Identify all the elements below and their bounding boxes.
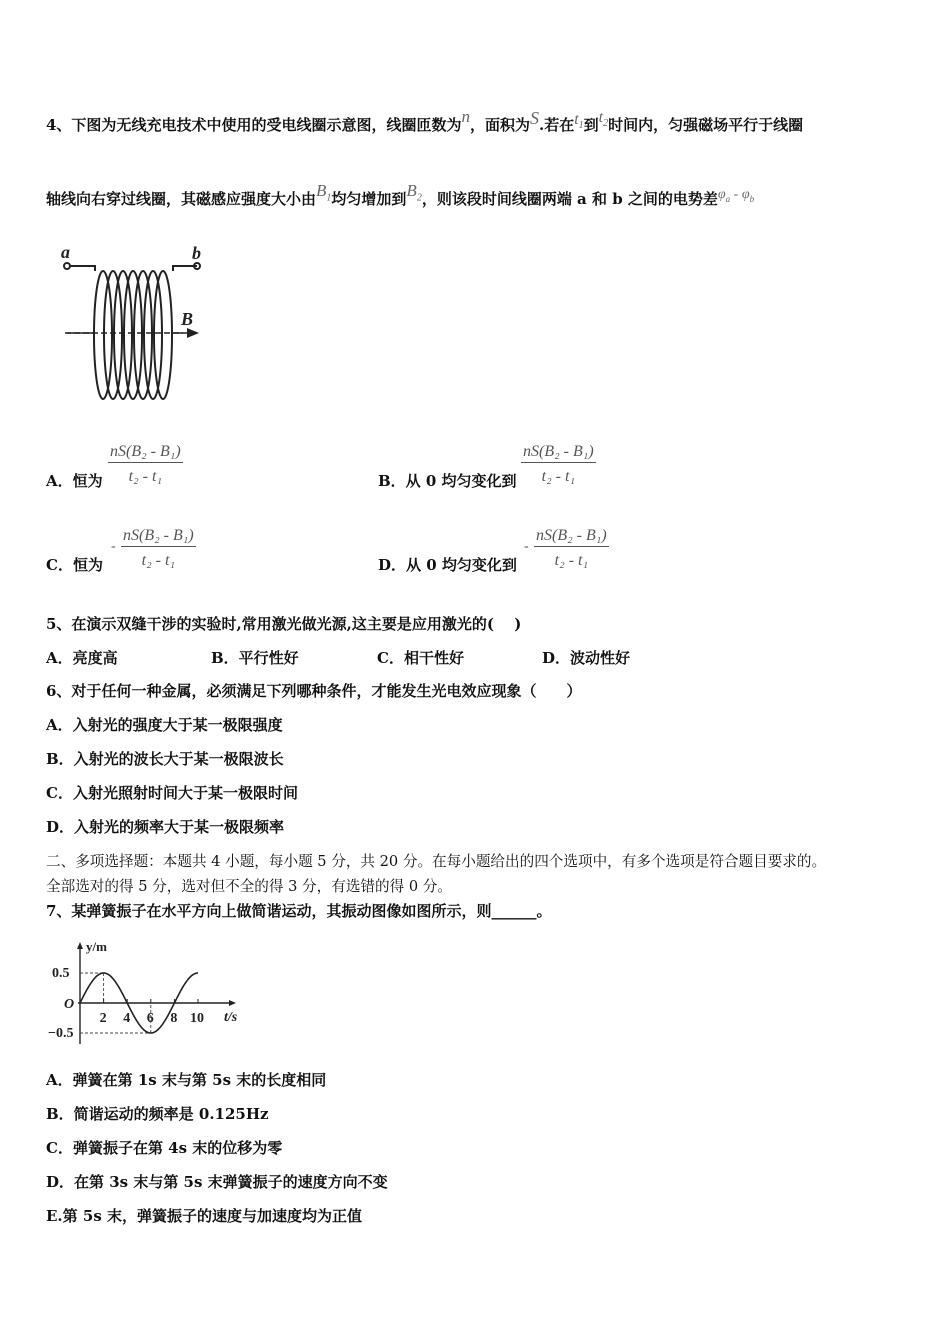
- coil-figure: [55, 245, 230, 410]
- var-n: n: [461, 107, 470, 126]
- neg-sign-C: -: [111, 539, 116, 554]
- label-b: b: [192, 245, 201, 263]
- fraction-C: $\frac{\text{nS(B₂ - B₁)}}{\text{t₂ - t₁}}$: [123, 527, 194, 569]
- q6-option-B[interactable]: B．入射光的波长大于某一极限波长: [46, 750, 284, 768]
- var-t1: $t_1$: [574, 111, 584, 132]
- label-a: a: [61, 245, 70, 262]
- origin-label: O: [64, 997, 75, 1012]
- q5-option-B[interactable]: B．平行性好: [211, 649, 299, 667]
- q4-text: 均匀增加到: [331, 190, 407, 208]
- q7-option-A[interactable]: A．弹簧在第 1s 末与第 5s 末的长度相同: [46, 1071, 327, 1089]
- x-tick-label: 6: [146, 1011, 154, 1026]
- var-t2: $t_2$: [598, 109, 609, 130]
- var-B2: $B_2$: [406, 181, 422, 204]
- q4-line2: [46, 181, 755, 211]
- q7-option-B[interactable]: B．简谐运动的频率是 0.125Hz: [46, 1105, 269, 1123]
- q4-text: 轴线向右穿过线圈，其磁感应强度大小由: [46, 190, 317, 208]
- q7-option-E[interactable]: E.第 5s 末，弹簧振子的速度与加速度均为正值: [46, 1207, 362, 1225]
- q4-option-D[interactable]: D．从 0 均匀变化到: [378, 556, 517, 574]
- y-axis-label: y/m: [86, 939, 107, 954]
- q5-option-A[interactable]: A．亮度高: [46, 649, 118, 667]
- y-tick-label: 0.5: [52, 966, 70, 981]
- x-tick-label: 8: [170, 1011, 178, 1026]
- q4-text: ，面积为: [469, 116, 530, 134]
- x-axis-arrow: [229, 1000, 236, 1006]
- shm-chart: [46, 936, 251, 1056]
- q4-text: .若在: [538, 116, 575, 134]
- q5-option-C[interactable]: C．相干性好: [377, 649, 464, 667]
- x-tick-label: 4: [123, 1011, 131, 1026]
- q6-option-A[interactable]: A．入射光的强度大于某一极限强度: [46, 716, 283, 734]
- q6-option-C[interactable]: C．入射光照射时间大于某一极限时间: [46, 784, 298, 802]
- label-B: B: [181, 309, 194, 329]
- q5-option-D[interactable]: D．波动性好: [542, 649, 631, 667]
- y-tick-label: −0.5: [48, 1026, 74, 1041]
- terminal-a: [64, 263, 70, 269]
- q4-option-C[interactable]: C．恒为: [46, 556, 103, 574]
- x-tick-label: 2: [99, 1011, 107, 1026]
- section2-heading: 二、多项选择题：本题共 4 小题，每小题 5 分，共 20 分。在每小题给出的四个选项中，有多个选项是符合题目要求的。: [46, 853, 827, 870]
- q4-text: 4、下图为无线充电技术中使用的受电线圈示意图，线圈匝数为: [46, 116, 462, 134]
- neg-sign-D: -: [524, 539, 529, 554]
- q4-line1: [46, 107, 804, 137]
- field-arrow-head: [187, 328, 199, 338]
- q7-option-C[interactable]: C．弹簧振子在第 4s 末的位移为零: [46, 1139, 283, 1157]
- var-B1: $B_1$: [316, 181, 332, 204]
- q6-stem: 6、对于任何一种金属，必须满足下列哪种条件，才能发生光电效应现象（ ）: [46, 682, 582, 700]
- fraction-B: $\frac{\text{nS(B₂ - B₁)}}{\text{t₂ - t₁}}$: [523, 443, 594, 485]
- fraction-D: $\frac{\text{nS(B₂ - B₁)}}{\text{t₂ - t₁}}$: [536, 527, 607, 569]
- q4-option-A[interactable]: A．恒为: [46, 472, 103, 490]
- section2-instructions: 全部选对的得 5 分，选对但不全的得 3 分，有选错的得 0 分。: [46, 878, 452, 895]
- phi-expression: $\varphi_a - \varphi_b$: [717, 187, 755, 204]
- var-S: S: [529, 108, 539, 128]
- y-axis-arrow: [77, 942, 83, 949]
- q4-option-B[interactable]: B．从 0 均匀变化到: [378, 472, 517, 490]
- fraction-A: $\frac{\text{nS(B₂ - B₁)}}{\text{t₂ - t₁}}$: [110, 443, 181, 485]
- coil-turns: [94, 271, 172, 399]
- x-tick-label: 10: [190, 1011, 204, 1026]
- x-axis-label: t/s: [224, 1010, 238, 1025]
- q7-stem: 7、某弹簧振子在水平方向上做简谐运动，其振动图像如图所示，则______。: [46, 902, 552, 920]
- q4-text: ，则该段时间线圈两端 a 和 b 之间的电势差: [421, 190, 718, 208]
- q7-option-D[interactable]: D．在第 3s 末与第 5s 末弹簧振子的速度方向不变: [46, 1173, 388, 1191]
- q4-text: 时间内，匀强磁场平行于线圈: [608, 116, 804, 134]
- q6-option-D[interactable]: D．入射光的频率大于某一极限频率: [46, 818, 285, 836]
- q4-text: 到: [583, 116, 599, 134]
- q5-stem: 5、在演示双缝干涉的实验时,常用激光做光源,这主要是应用激光的( ): [46, 615, 522, 633]
